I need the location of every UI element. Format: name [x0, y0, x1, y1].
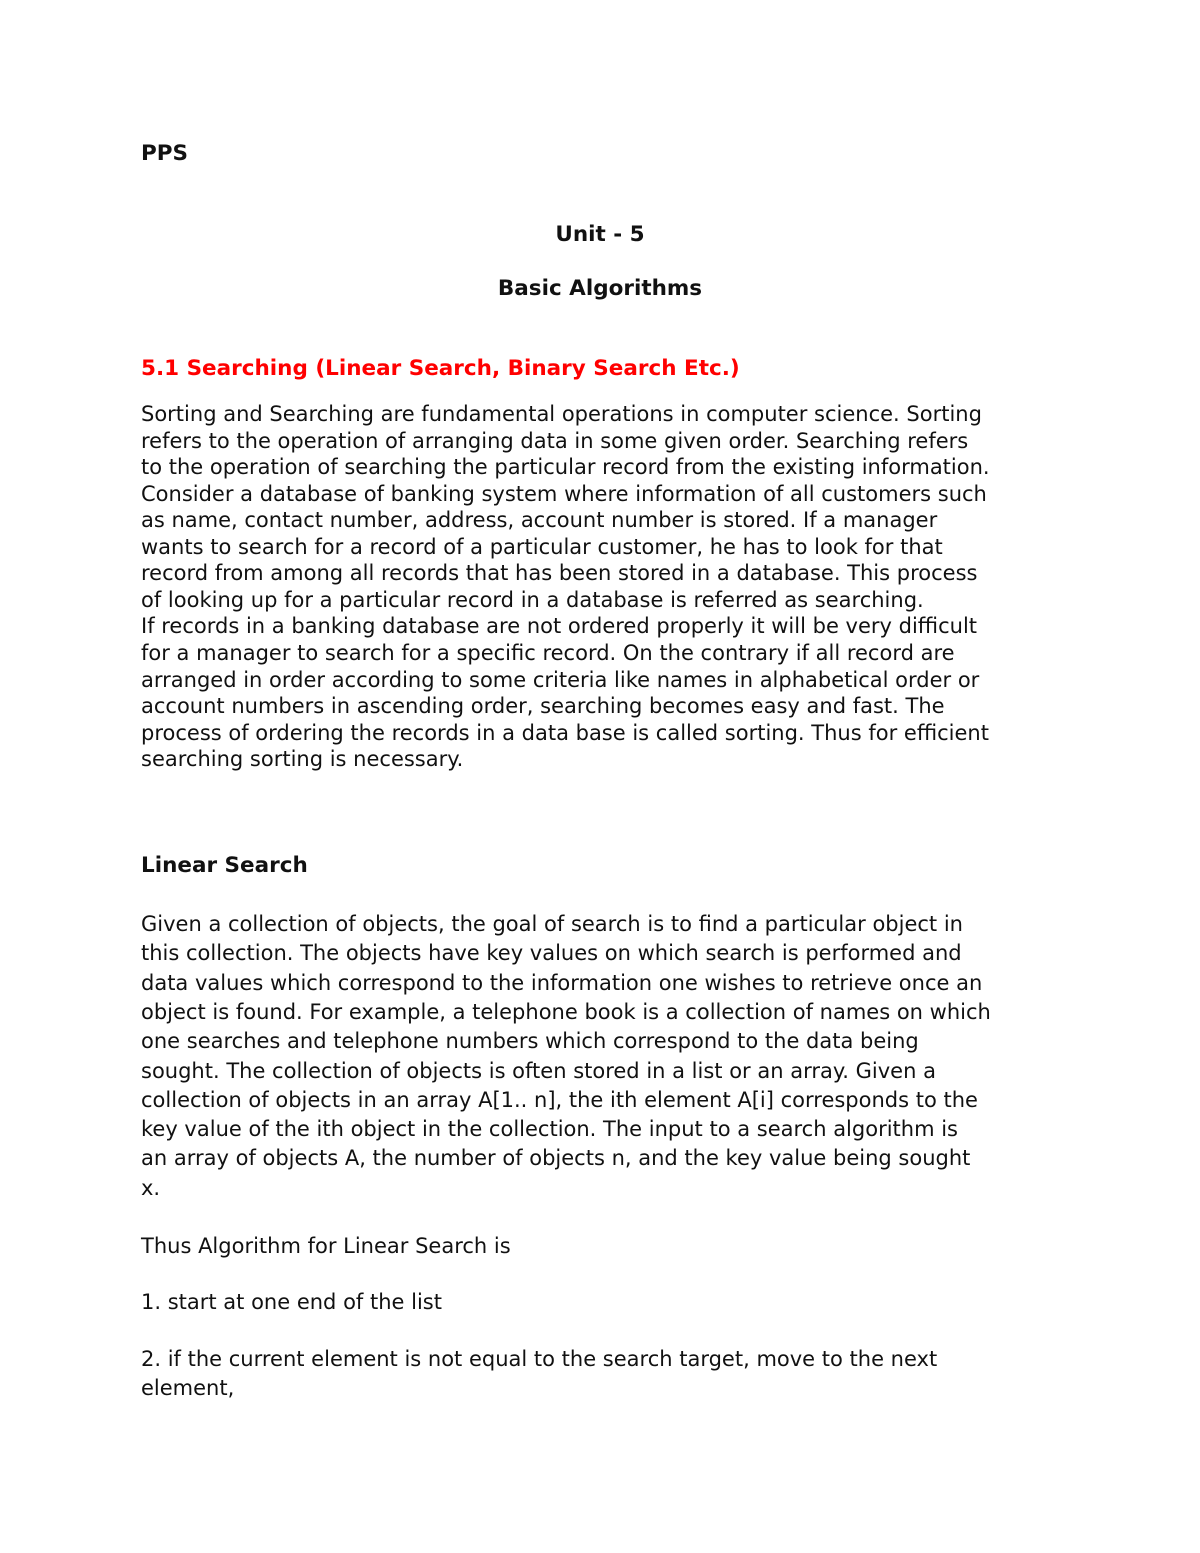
paragraph-line: account numbers in ascending order, searching becomes easy and fast. The — [141, 694, 945, 719]
paragraph-line: If records in a banking database are not ordered properly it will be very difficult — [141, 614, 978, 639]
section-heading: 5.1 Searching (Linear Search, Binary Search Etc.) — [141, 356, 740, 381]
paragraph-line: process of ordering the records in a data base is called sorting. Thus for efficient — [141, 720, 989, 745]
paragraph-line: this collection. The objects have key values on which search is performed and — [141, 941, 962, 966]
linear-search-heading: Linear Search — [141, 853, 308, 878]
paragraph-line: Consider a database of banking system where information of all customers such — [141, 481, 987, 506]
paragraph-line: collection of objects in an array A[1.. n], the ith element A[i] corresponds to the — [141, 1087, 978, 1112]
paragraph-line: Sorting and Searching are fundamental operations in computer science. Sorting — [141, 402, 982, 426]
paragraph-line: data values which correspond to the information one wishes to retrieve once an — [141, 970, 983, 995]
paragraph-line: for a manager to search for a specific record. On the contrary if all record are — [141, 640, 955, 665]
paragraph-line: x. — [141, 1175, 161, 1200]
step-2: 2. if the current element is not equal to the search target, move to the next — [141, 1347, 938, 1371]
paragraph-line: record from among all records that has been stored in a database. This process — [141, 561, 978, 586]
paragraph-line: object is found. For example, a telephone book is a collection of names on which — [141, 999, 991, 1024]
paragraph-line: key value of the ith object in the collection. The input to a search algorithm is — [141, 1117, 958, 1142]
paragraph-line: as name, contact number, address, account number is stored. If a manager — [141, 508, 938, 533]
paragraph-line: of looking up for a particular record in a database is referred as searching. — [141, 587, 924, 612]
paragraph-line: to the operation of searching the particular record from the existing information. — [141, 455, 990, 480]
paragraph-line: one searches and telephone numbers which correspond to the data being — [141, 1029, 919, 1054]
paragraph-line: refers to the operation of arranging data in some given order. Searching refers — [141, 428, 969, 453]
document-label: PPS — [141, 141, 188, 166]
paragraph-line: arranged in order according to some criteria like names in alphabetical order or — [141, 667, 980, 692]
chapter-title: Basic Algorithms — [497, 276, 703, 301]
paragraph-line: an array of objects A, the number of objects n, and the key value being sought — [141, 1146, 971, 1171]
paragraph-line: sought. The collection of objects is often stored in a list or an array. Given a — [141, 1058, 936, 1083]
step-2-continued: element, — [141, 1376, 235, 1400]
unit-title: Unit - 5 — [555, 222, 645, 247]
algorithm-intro: Thus Algorithm for Linear Search is — [141, 1234, 511, 1258]
step-1: 1. start at one end of the list — [141, 1290, 442, 1314]
paragraph-line: Given a collection of objects, the goal of search is to find a particular object in — [141, 912, 963, 936]
paragraph-line: wants to search for a record of a particular customer, he has to look for that — [141, 534, 943, 559]
paragraph-line: searching sorting is necessary. — [141, 747, 464, 772]
